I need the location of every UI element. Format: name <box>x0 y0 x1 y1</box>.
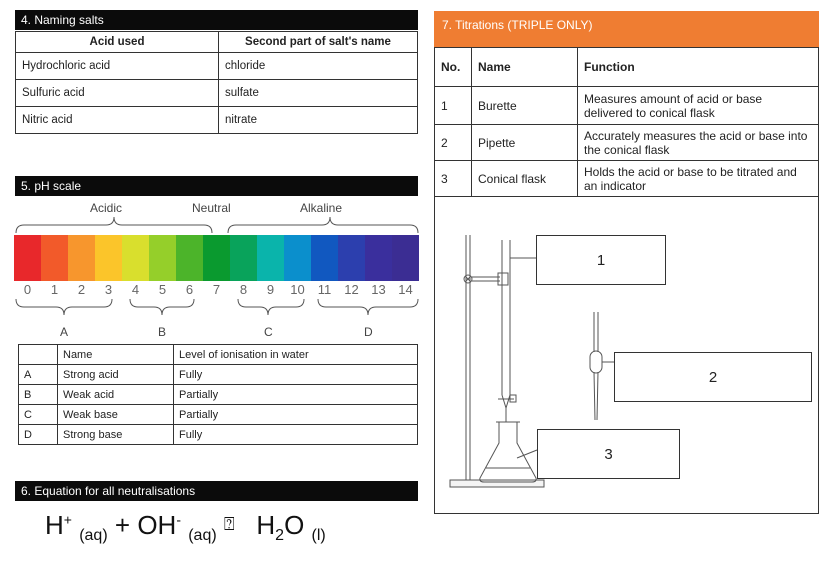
ph-number: 2 <box>77 282 86 297</box>
stand-base <box>450 480 544 487</box>
titrations-header: 7. Titrations (TRIPLE ONLY) <box>434 11 819 47</box>
table-row <box>16 80 418 107</box>
alkaline-label: Alkaline <box>300 201 343 215</box>
ph-number: 4 <box>131 282 140 297</box>
ph-number: 9 <box>266 282 275 297</box>
ph-segment <box>149 235 176 281</box>
table-row <box>435 125 819 161</box>
column-header <box>19 345 58 365</box>
ph-segment <box>257 235 284 281</box>
table-row <box>16 107 418 134</box>
table-cell: Partially <box>174 405 418 425</box>
table-cell: chloride <box>219 53 418 80</box>
table-cell: Strong acid <box>58 365 174 385</box>
ph-segment <box>41 235 68 281</box>
column-header: No. <box>435 48 472 87</box>
ph-number: 13 <box>371 282 386 297</box>
ph-scale-header: 5. pH scale <box>15 176 418 196</box>
ph-segment <box>203 235 230 281</box>
ph-segment <box>14 235 41 281</box>
table-cell: nitrate <box>219 107 418 134</box>
ph-number: 11 <box>317 282 332 297</box>
table-cell: C <box>19 405 58 425</box>
naming-salts-table <box>15 31 418 134</box>
ph-number: 5 <box>158 282 167 297</box>
ph-segment <box>311 235 338 281</box>
water-h: H <box>256 510 276 540</box>
table-cell: B <box>19 385 58 405</box>
table-cell: Accurately measures the acid or base into the conical flask <box>578 125 819 161</box>
column-header: Second part of salt's name <box>219 32 418 53</box>
group-b-label: B <box>158 325 167 339</box>
acidic-label: Acidic <box>90 201 123 215</box>
ph-number: 6 <box>185 282 194 297</box>
table-cell: Strong base <box>58 425 174 445</box>
neutralisation-equation <box>45 510 326 545</box>
table-cell: D <box>19 425 58 445</box>
table-cell: Fully <box>174 425 418 445</box>
hydrogen-ion: H <box>45 510 64 540</box>
table-cell: Pipette <box>472 125 578 161</box>
ph-number: 10 <box>290 282 305 297</box>
table-cell: Weak base <box>58 405 174 425</box>
state-symbol: (l) <box>311 527 326 545</box>
table-cell: Holds the acid or base to be titrated and an indicator <box>578 161 819 197</box>
titrations-table <box>434 47 819 197</box>
conical-flask <box>480 422 536 482</box>
subscript-two: 2 <box>275 527 285 545</box>
table-row <box>19 405 418 425</box>
column-header: Name <box>58 345 174 365</box>
ph-number: 14 <box>398 282 413 297</box>
table-cell: Burette <box>472 87 578 125</box>
ph-segment <box>95 235 122 281</box>
equation-header: 6. Equation for all neutralisations <box>15 481 418 501</box>
group-a-label: A <box>60 325 69 339</box>
table-cell: Conical flask <box>472 161 578 197</box>
table-cell: Weak acid <box>58 385 174 405</box>
ph-segment <box>122 235 149 281</box>
table-cell: 2 <box>435 125 472 161</box>
table-cell: Partially <box>174 385 418 405</box>
label-box-pipette: 2 <box>614 352 812 402</box>
hydroxide-ion: OH <box>137 510 177 540</box>
column-header: Level of ionisation in water <box>174 345 418 365</box>
ph-segment <box>284 235 311 281</box>
table-cell: Fully <box>174 365 418 385</box>
charge: + <box>63 511 72 528</box>
ph-color-bar <box>14 235 419 281</box>
table-cell: sulfate <box>219 80 418 107</box>
table-row <box>19 365 418 385</box>
ph-number: 12 <box>344 282 359 297</box>
table-header-row <box>435 48 819 87</box>
ph-segment <box>365 235 392 281</box>
table-cell: Hydrochloric acid <box>16 53 219 80</box>
neutral-label: Neutral <box>192 201 231 215</box>
label-box-flask: 3 <box>537 429 680 479</box>
arrow-glyph: ⍰ <box>223 514 235 534</box>
table-cell: A <box>19 365 58 385</box>
table-row <box>435 161 819 197</box>
ph-brackets-top <box>14 213 420 235</box>
table-cell: Sulfuric acid <box>16 80 219 107</box>
table-row <box>19 385 418 405</box>
table-cell: 1 <box>435 87 472 125</box>
table-cell: Measures amount of acid or base delivered to conical flask <box>578 87 819 125</box>
ph-number: 3 <box>104 282 113 297</box>
table-row <box>16 53 418 80</box>
table-cell: Nitric acid <box>16 107 219 134</box>
group-d-label: D <box>364 325 373 339</box>
ph-brackets-bottom <box>14 297 420 321</box>
ph-segment <box>230 235 257 281</box>
ph-number: 0 <box>23 282 32 297</box>
water-o: O <box>284 510 305 540</box>
charge: - <box>176 511 181 528</box>
label-box-burette: 1 <box>536 235 666 285</box>
state-symbol: (aq) <box>188 527 217 545</box>
group-c-label: C <box>264 325 273 339</box>
ph-segment <box>176 235 203 281</box>
naming-salts-header: 4. Naming salts <box>15 10 418 30</box>
plus-sign: + <box>114 510 131 540</box>
ph-segment <box>68 235 95 281</box>
column-header: Name <box>472 48 578 87</box>
ph-number: 8 <box>239 282 248 297</box>
ph-segment <box>392 235 419 281</box>
column-header: Acid used <box>16 32 219 53</box>
column-header: Function <box>578 48 819 87</box>
table-header-row <box>19 345 418 365</box>
table-cell: 3 <box>435 161 472 197</box>
ph-number: 1 <box>50 282 59 297</box>
ph-segment <box>338 235 365 281</box>
ph-number: 7 <box>212 282 221 297</box>
table-row <box>19 425 418 445</box>
table-header-row <box>16 32 418 53</box>
state-symbol: (aq) <box>79 527 108 545</box>
table-row <box>435 87 819 125</box>
ionisation-table <box>18 344 418 445</box>
